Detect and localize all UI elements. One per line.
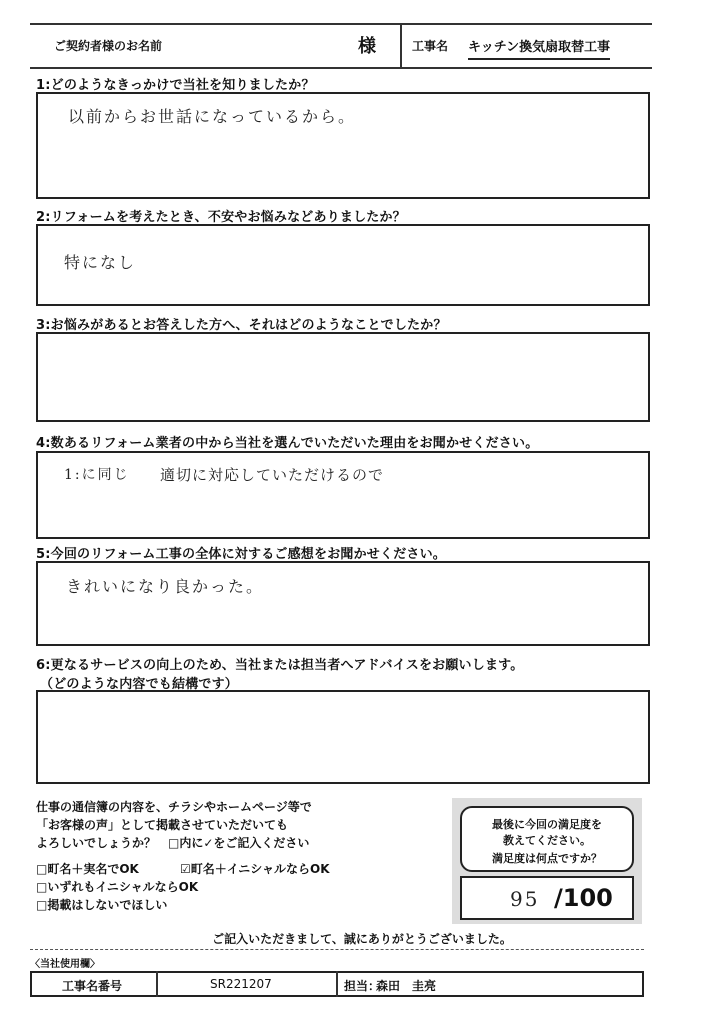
satisfaction-max: /100 — [554, 884, 613, 912]
consent-option-initial-town[interactable]: ☑町名＋イニシャルならOK — [180, 862, 330, 876]
question-6-label: 6:更なるサービスの向上のため、当社または担当者へアドバイスをお願いします。 — [36, 658, 524, 673]
office-staff-label: 担当： — [344, 979, 381, 993]
header-bottom-border — [30, 67, 652, 69]
customer-name-label: ご契約者様のお名前 — [54, 39, 163, 53]
answer-box-6 — [36, 690, 650, 784]
project-label: 工事名 — [412, 39, 449, 53]
office-divider-1 — [156, 971, 158, 997]
answer-2-text: 特になし — [64, 253, 137, 272]
satisfaction-prompt-1: 最後に今回の満足度を — [492, 818, 602, 831]
project-value: キッチン換気扇取替工事 — [468, 36, 610, 60]
office-number-value: SR221207 — [210, 977, 272, 991]
dashed-divider — [30, 949, 644, 950]
question-5-label: 5:今回のリフォーム工事の全体に対するご感想をお聞かせください。 — [36, 547, 446, 562]
consent-text-3: よろしいでしょうか？ □内に✓をご記入ください — [36, 836, 310, 850]
office-staff-value: 森田 圭亮 — [376, 979, 437, 993]
answer-box-3 — [36, 332, 650, 422]
answer-4-text: 適切に対応していただけるので — [160, 466, 385, 484]
answer-4-prefix: 1:に同じ — [64, 467, 130, 483]
consent-option-all-initial[interactable]: □いずれもイニシャルならOK — [36, 880, 199, 894]
satisfaction-prompt-bubble — [460, 806, 634, 872]
question-4-label: 4:数あるリフォーム業者の中から当社を選んでいただいた理由をお聞かせください。 — [36, 436, 539, 451]
satisfaction-score: 95 — [510, 887, 540, 911]
question-2-label: 2:リフォームを考えたとき、不安やお悩みなどありましたか？ — [36, 210, 406, 225]
office-divider-2 — [336, 971, 338, 997]
question-6-sublabel: （どのような内容でも結構です） — [40, 677, 239, 692]
question-1-label: 1:どのようなきっかけで当社を知りましたか？ — [36, 78, 315, 93]
office-section-label: 〈当社使用欄〉 — [30, 959, 100, 970]
header-row — [30, 23, 652, 69]
question-3-label: 3:お悩みがあるとお答えした方へ、それはどのようなことでしたか？ — [36, 318, 447, 333]
consent-text-1: 仕事の通信簿の内容を、チラシやホームページ等で — [36, 800, 312, 814]
satisfaction-score-box — [460, 876, 634, 920]
satisfaction-prompt-2: 教えてください。 — [503, 834, 591, 847]
satisfaction-prompt-3: 満足度は何点ですか？ — [492, 852, 602, 865]
office-number-label: 工事名番号 — [62, 979, 123, 993]
consent-option-no-publish[interactable]: □掲載はしないでほしい — [36, 898, 168, 912]
consent-option-real-name[interactable]: □町名＋実名でOK — [36, 862, 139, 876]
thanks-message: ご記入いただきまして、誠にありがとうございました。 — [212, 932, 512, 946]
sama-label: 様 — [358, 36, 376, 57]
header-divider — [400, 23, 402, 69]
header-top-border — [30, 23, 652, 25]
answer-5-text: きれいになり良かった。 — [66, 577, 265, 596]
consent-text-2: 「お客様の声」として掲載させていただいても — [36, 818, 289, 832]
answer-1-text: 以前からお世話になっているから。 — [68, 107, 357, 126]
